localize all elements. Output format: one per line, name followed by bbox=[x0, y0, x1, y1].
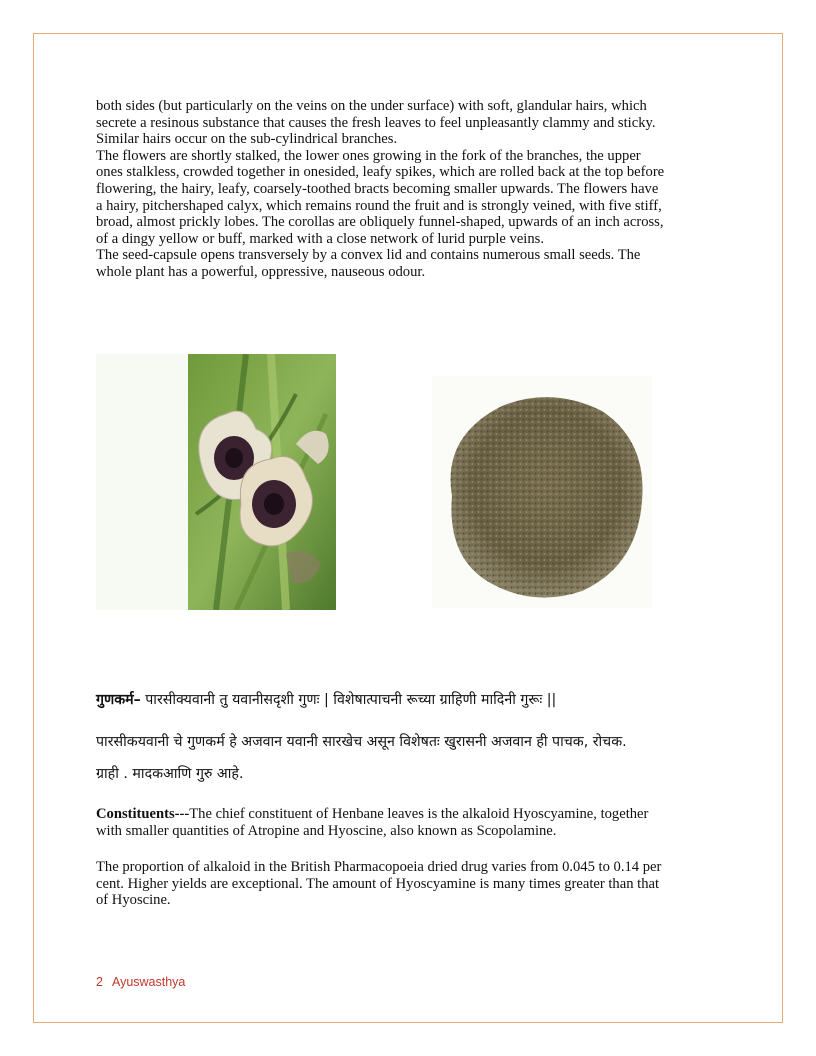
henbane-flower-drawing bbox=[96, 354, 336, 610]
intro-paragraph bbox=[96, 98, 732, 281]
text-line: of a dingy yellow or buff, marked with a close network of lurid purple veins. bbox=[96, 230, 544, 247]
text-line: with smaller quantities of Atropine and Hyoscine, also known as Scopolamine. bbox=[96, 822, 557, 839]
gunakarma-label: गुणकर्म– bbox=[96, 692, 141, 708]
henbane-seeds-image bbox=[432, 376, 652, 608]
text-line: both sides (but particularly on the veins on the under surface) with soft, glandular hairs, which bbox=[96, 98, 647, 114]
constituents-label: Constituents--- bbox=[96, 806, 190, 822]
text-line: flowering, the hairy, leafy, coarsely-toothed bracts becoming smaller upwards. The flowers have bbox=[96, 180, 659, 197]
text-line: cent. Higher yields are exceptional. The amount of Hyoscyamine is many times greater than that bbox=[96, 875, 660, 892]
text-line: secrete a resinous substance that causes the fresh leaves to feel unpleasantly clammy and sticky. bbox=[96, 114, 656, 131]
constituents-paragraph bbox=[96, 806, 732, 839]
proportion-paragraph bbox=[96, 859, 732, 909]
constituents-text: The chief constituent of Henbane leaves is the alkaloid Hyoscyamine, together bbox=[189, 806, 649, 822]
text-line: The seed-capsule opens transversely by a convex lid and contains numerous small seeds. The bbox=[96, 247, 641, 264]
site-name: Ayuswasthya bbox=[111, 975, 186, 989]
page-number: 2 bbox=[96, 975, 103, 989]
text-line: The flowers are shortly stalked, the lower ones growing in the fork of the branches, the upper bbox=[96, 147, 641, 164]
text-line: a hairy, pitchershaped calyx, which remains round the fruit and is strongly veined, with five stiff, bbox=[96, 197, 662, 214]
text-line: whole plant has a powerful, oppressive, nauseous odour. bbox=[96, 263, 426, 280]
text-line: The proportion of alkaloid in the British Pharmacopoeia dried drug varies from 0.045 to 0.14 per bbox=[96, 859, 662, 875]
henbane-flower-image bbox=[96, 354, 336, 610]
text-line: ones stalkless, crowded together in onesided, leafy spikes, which are rolled back at the top before bbox=[96, 164, 665, 181]
text-line bbox=[96, 806, 732, 823]
page-footer bbox=[96, 975, 185, 989]
gunakarma-shloka bbox=[96, 690, 556, 709]
text-line: of Hyoscine. bbox=[96, 892, 171, 909]
text-line: broad, almost prickly lobes. The corollas are obliquely funnel-shaped, upwards of an inch across, bbox=[96, 214, 664, 231]
seed-pile-drawing bbox=[432, 376, 652, 608]
marathi-line-1: पारसीकयवानी चे गुणकर्म हे अजवान यवानी सारखेच असून विशेषतः खुरासनी अजवान ही पाचक, रोचक. bbox=[96, 734, 627, 750]
marathi-line-2: ग्राही . मादकआणि गुरु आहे. bbox=[96, 766, 244, 782]
gunakarma-text: पारसीक्यवानी तु यवानीसदृशी गुणः | विशेषात्पाचनी रूच्या ग्राहिणी मादिनी गुरूः || bbox=[140, 692, 557, 708]
text-line: Similar hairs occur on the sub-cylindrical branches. bbox=[96, 131, 398, 148]
